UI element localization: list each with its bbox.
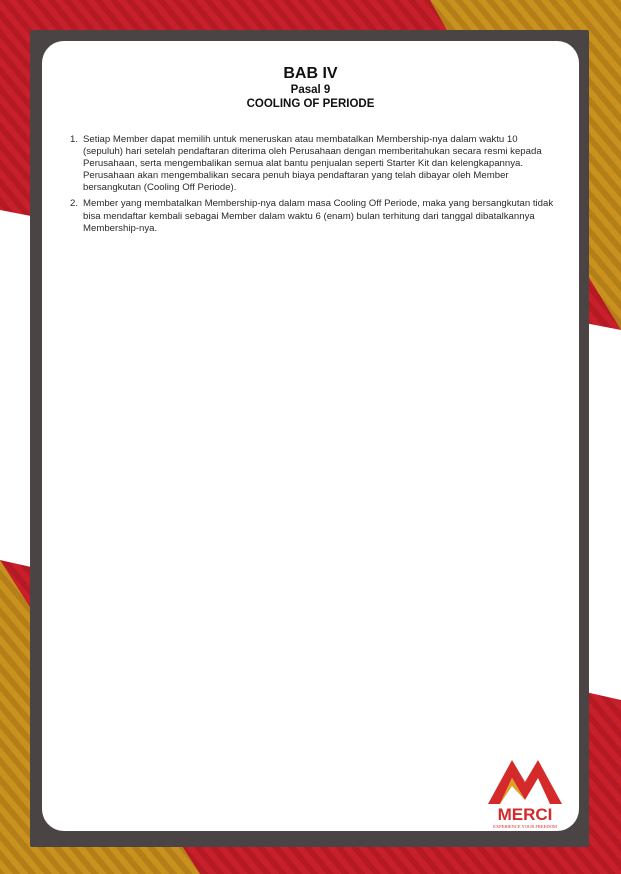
list-item-number: 2.	[70, 198, 79, 210]
logo-wordmark: MERCI	[497, 805, 553, 824]
merci-logo	[480, 752, 570, 832]
document-page	[42, 41, 579, 831]
article-heading: Pasal 9	[290, 84, 331, 96]
list-item-number: 1.	[70, 134, 79, 145]
list-item	[70, 198, 560, 234]
list-item-text: Member yang membatalkan Membership-nya dalam masa Cooling Off Periode, maka yang bersangkutan tidak bisa mendaftar kembali sebagai Member dalam waktu 6 (enam) bulan terhitung dari tanggal dibatalkannya Membership-nya.	[83, 198, 554, 234]
logo-tagline: EXPERIENCE YOUR FREEDOM	[493, 824, 557, 829]
policy-list	[70, 134, 560, 239]
section-title: COOLING OF PERIODE	[246, 98, 375, 110]
list-item-text: Setiap Member dapat memilih untuk meneruskan atau membatalkan Membership-nya dalam waktu 10 (sepuluh) hari setelah pendaftaran diterima oleh Perusahaan dengan memberitahukan secara resmi kepada Perusahaan, serta mengembalikan semua alat bantu penjualan seperti Starter Kit dan kelengkapannya. Perusahaan akan mengembalikan secara penuh biaya pendaftaran yang telah dibayar oleh Member bersangkutan (Cooling Off Periode).	[83, 134, 542, 194]
list-item	[70, 134, 560, 194]
chapter-heading: BAB IV	[283, 65, 338, 82]
